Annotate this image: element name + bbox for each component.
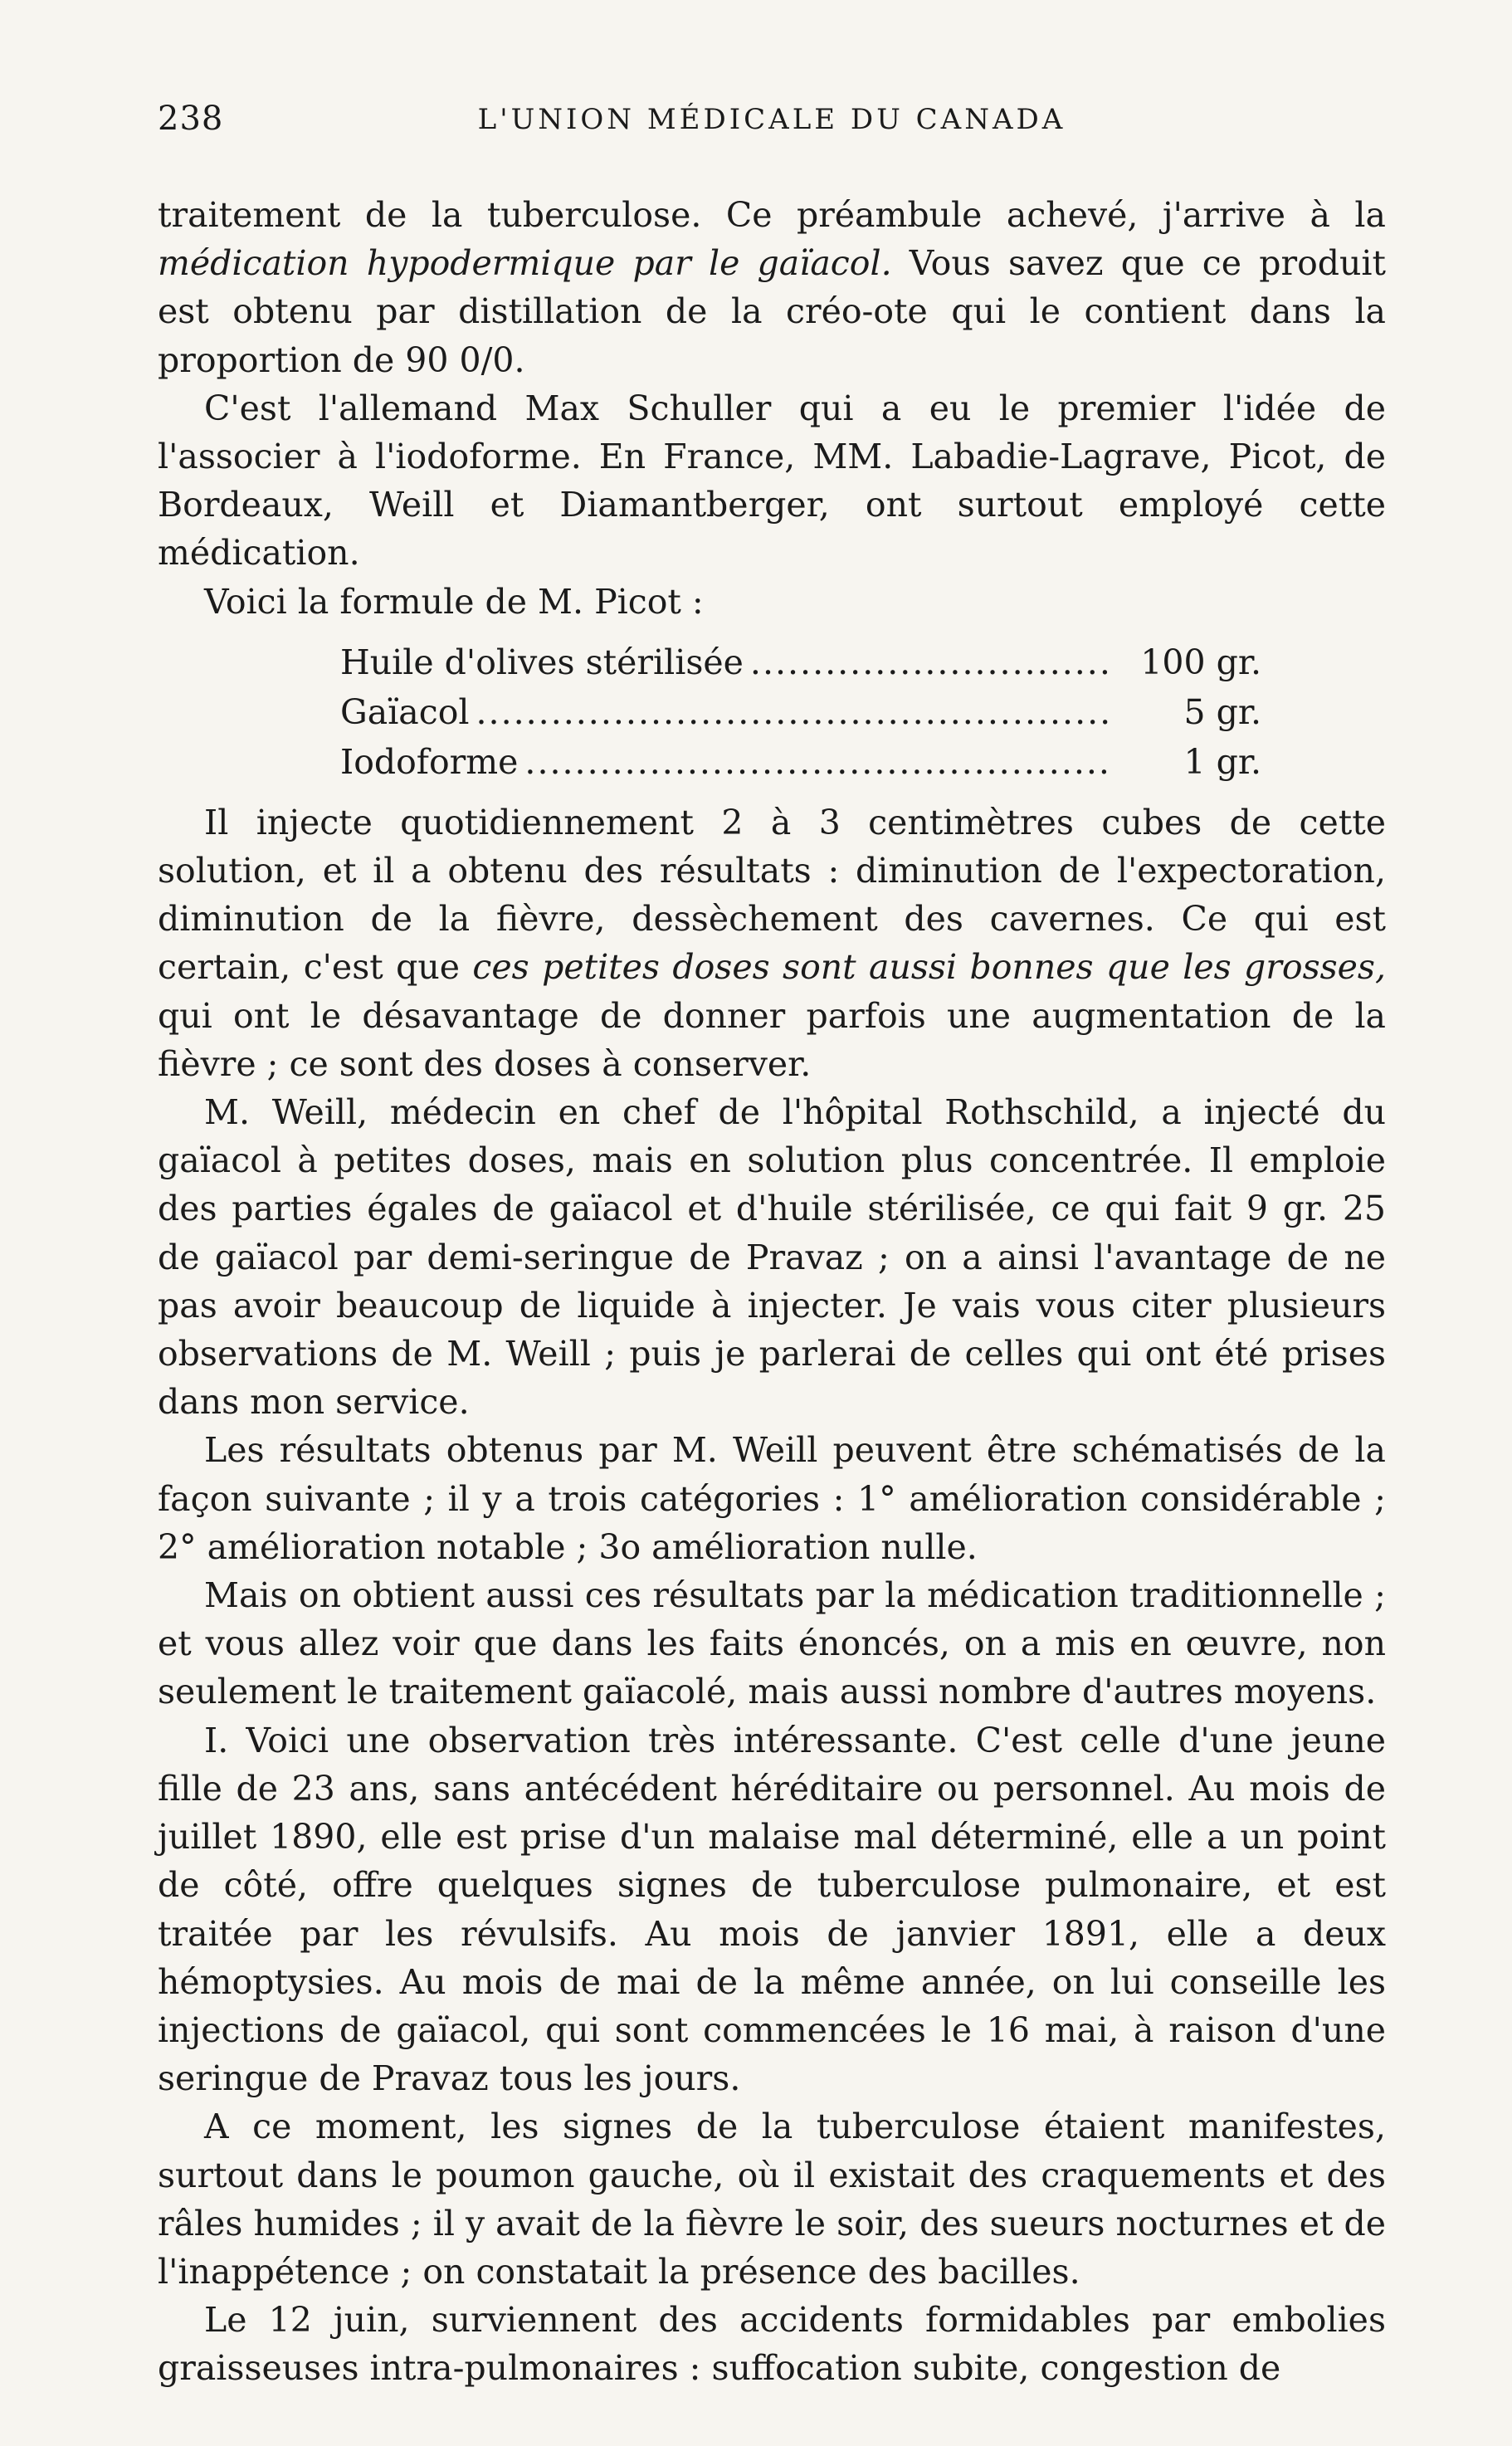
article-body <box>158 191 1386 2393</box>
formula-row <box>340 737 1261 787</box>
paragraphs-after-formula <box>158 798 1386 2393</box>
italic-text: ces petites doses sont aussi bonnes que les grosses, <box>472 947 1386 988</box>
paragraph <box>158 798 1386 1088</box>
text-run: Voici la formule de M. Picot : <box>204 581 704 622</box>
paragraph <box>158 2102 1386 2296</box>
dot-leader <box>476 687 1114 737</box>
dot-leader <box>750 637 1114 687</box>
page-number: 238 <box>158 100 224 138</box>
text-run: Le 12 juin, surviennent des accidents formidables par embolies graisseuses intra-pulmonaires : suffocation subite, congestion de <box>158 2300 1386 2389</box>
ingredient-quantity: 1 gr. <box>1183 741 1261 782</box>
formula-row <box>340 637 1261 687</box>
ingredient-name: Huile d'olives stérilisée <box>340 642 744 682</box>
ingredient-quantity: 5 gr. <box>1183 691 1261 732</box>
text-run: I. Voici une observation très intéressante. C'est celle d'une jeune fille de 23 ans, sans antécédent héréditaire ou personnel. Au mois de juillet 1890, elle est prise d'un malaise mal déterminé, elle a un point de côté, offre quelques signes de tuberculose pulmonaire, et est traitée par les révulsifs. Au mois de janvier 1891, elle a deux hémoptysies. Au mois de mai de la même année, on lui conseille les injections de gaïacol, qui sont commencées le 16 mai, à raison d'une seringue de Pravaz tous les jours. <box>158 1720 1386 2099</box>
formula-list <box>340 637 1261 787</box>
text-run: C'est l'allemand Max Schuller qui a eu le premier l'idée de l'associer à l'iodoforme. En France, MM. Labadie-Lagrave, Picot, de Bordeaux, Weill et Diamantberger, ont surtout employé cette médication. <box>158 388 1386 574</box>
ingredient-quantity: 100 gr. <box>1140 642 1261 682</box>
paragraph <box>158 1716 1386 2103</box>
text-run: qui ont le désavantage de donner parfois une augmentation de la fièvre ; ce sont des doses à conserver. <box>158 995 1386 1084</box>
dot-leader <box>524 737 1114 787</box>
formula-row <box>340 687 1261 737</box>
paragraph <box>158 1571 1386 1716</box>
text-run: Les résultats obtenus par M. Weill peuvent être schématisés de la façon suivante ; il y a trois catégories : 1° amélioration considérable ; 2° amélioration notable ; 3o amélioration nulle. <box>158 1430 1386 1567</box>
text-run: Vous savez que ce produit est obtenu par distillation de la créo-ote qui le contient dans la proportion de 90 0/0. <box>158 243 1387 380</box>
paragraph <box>158 1088 1386 1426</box>
text-run: M. Weill, médecin en chef de l'hôpital Rothschild, a injecté du gaïacol à petites doses, mais en solution plus concentrée. Il emploie des parties égales de gaïacol et d'huile stérilisée, ce qui fait 9 gr. 25 de gaïacol par demi-seringue de Pravaz ; on a ainsi l'avantage de ne pas avoir beaucoup de liquide à injecter. Je vais vous citer plusieurs observations de M. Weill ; puis je parlerai de celles qui ont été prises dans mon service. <box>158 1092 1386 1423</box>
paragraphs-before-formula <box>158 191 1386 626</box>
document-page <box>158 100 1386 2390</box>
paragraph <box>158 191 1386 384</box>
text-run: Mais on obtient aussi ces résultats par la médication traditionnelle ; et vous allez voir que dans les faits énoncés, on a mis en œuvre, non seulement le traitement gaïacolé, mais aussi nombre d'autres moyens. <box>158 1575 1386 1712</box>
paragraph <box>158 384 1386 578</box>
paragraph <box>158 2296 1386 2392</box>
text-run: traitement de la tuberculose. Ce préambule achevé, j'arrive à la <box>158 195 1386 235</box>
ingredient-name: Iodoforme <box>340 741 519 782</box>
italic-text: médication hypodermique par le gaïacol. <box>158 243 892 284</box>
journal-title: L'UNION MÉDICALE DU CANADA <box>477 103 1066 136</box>
ingredient-name: Gaïacol <box>340 691 470 732</box>
paragraph <box>158 578 1386 626</box>
text-run: A ce moment, les signes de la tuberculose étaient manifestes, surtout dans le poumon gauche, où il existait des craquements et des râles humides ; il y avait de la fièvre le soir, des sueurs nocturnes et de l'inappétence ; on constatait la présence des bacilles. <box>158 2107 1386 2292</box>
paragraph <box>158 1426 1386 1571</box>
text-run: Il injecte quotidiennement 2 à 3 centimètres cubes de cette solution, et il a obtenu des résultats : diminution de l'expectoration, diminution de la fièvre, dessèchement des cavernes. Ce qui est certain, c'est que <box>158 802 1386 988</box>
page-header <box>158 100 1386 158</box>
